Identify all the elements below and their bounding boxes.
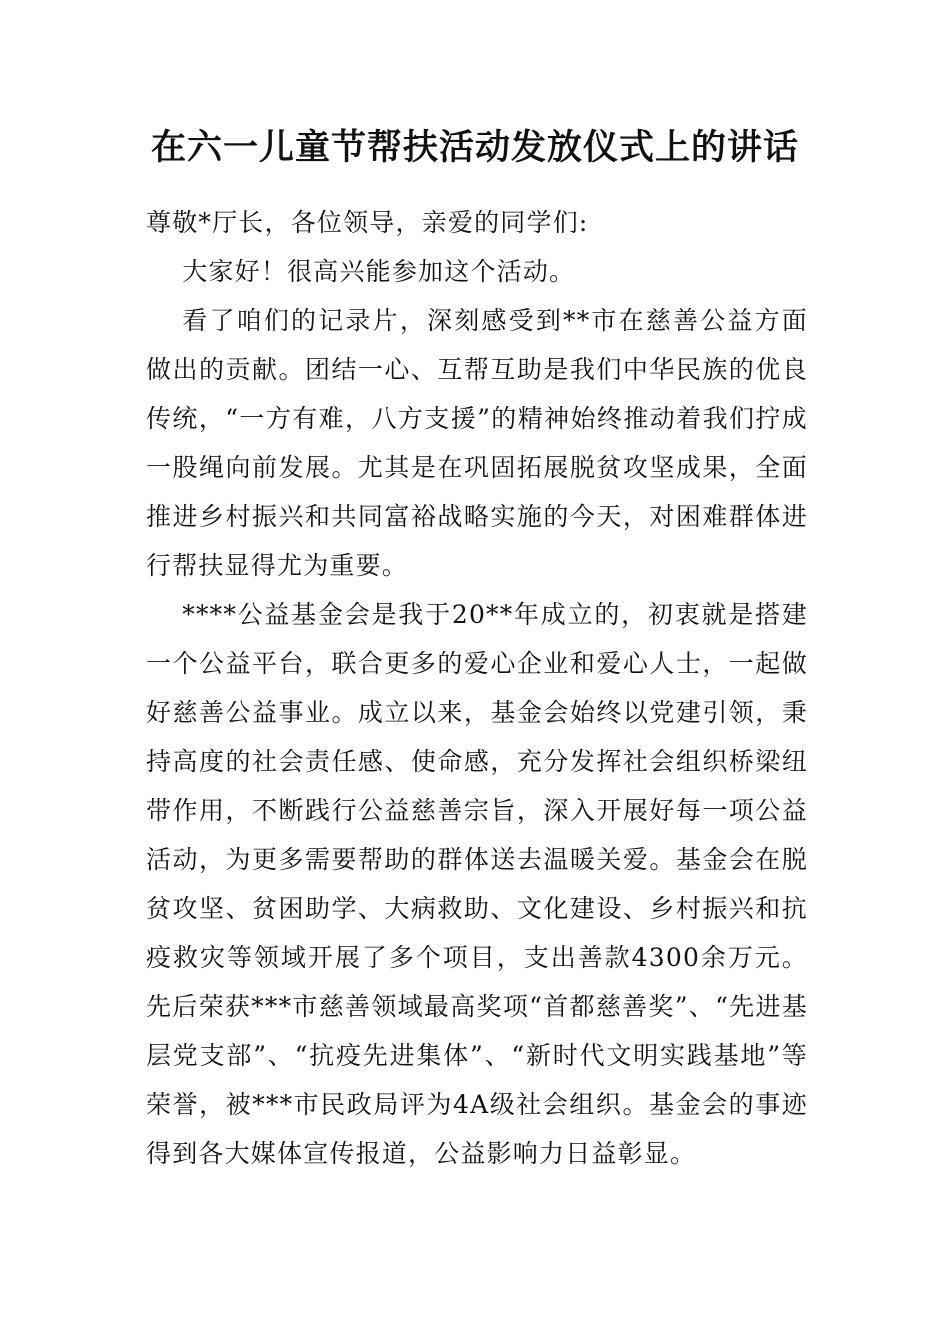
body-paragraph-foundation: ****公益基金会是我于20**年成立的，初衷就是搭建一个公益平台，联合更多的爱心企业和爱心人士，一起做好慈善公益事业。成立以来，基金会始终以党建引领，秉持高度的社会责任感、使命感，充分发挥社会组织桥梁纽带作用，不断践行公益慈善宗旨，深入开展好每一项公益活动，为更多需要帮助的群体送去温暖关爱。基金会在脱贫攻坚、贫困助学、大病救助、文化建设、乡村振兴和抗疫救灾等领域开展了多个项目，支出善款4300余万元。先后荣获***市慈善领域最高奖项“首都慈善奖”、“先进基层党支部”、“抗疫先进集体”、“新时代文明实践基地”等荣誉，被***市民政局评为4A级社会组织。基金会的事迹得到各大媒体宣传报道，公益影响力日益彰显。 <box>146 600 808 1168</box>
document-title: 在六一儿童节帮扶活动发放仪式上的讲话 <box>150 127 799 168</box>
salutation-paragraph: 尊敬*厅长，各位领导，亲爱的同学们: <box>146 208 589 237</box>
document-body <box>146 198 808 1178</box>
greeting-paragraph: 大家好！很高兴能参加这个活动。 <box>182 257 576 286</box>
body-paragraph-documentary: 看了咱们的记录片，深刻感受到**市在慈善公益方面做出的贡献。团结一心、互帮互助是我们中华民族的优良传统，“一方有难，八方支援”的精神始终推动着我们拧成一股绳向前发展。尤其是在巩固拓展脱贫攻坚成果，全面推进乡村振兴和共同富裕战略实施的今天，对困难群体进行帮扶显得尤为重要。 <box>146 306 808 580</box>
